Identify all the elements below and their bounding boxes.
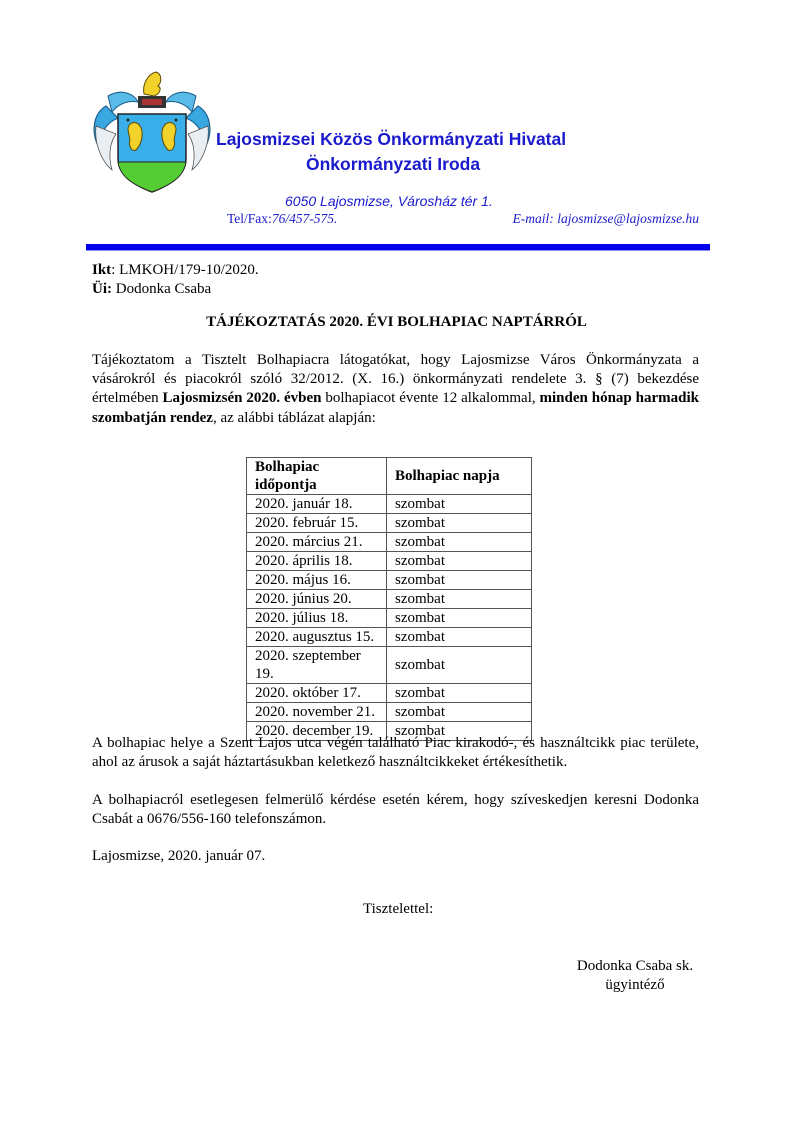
date-cell: 2020. november 21. — [247, 703, 387, 722]
column-header-date: Bolhapiac időpontja — [247, 458, 387, 495]
date-cell: 2020. január 18. — [247, 495, 387, 514]
table-row — [247, 514, 532, 533]
day-cell: szombat — [387, 590, 532, 609]
date-cell: 2020. február 15. — [247, 514, 387, 533]
case-officer-label: Üi: — [92, 281, 112, 297]
organization-subtitle: Önkormányzati Iroda — [306, 154, 481, 174]
signature-block — [560, 957, 710, 995]
email-label: E-mail: — [512, 211, 558, 226]
date-cell: 2020. szeptember 19. — [247, 647, 387, 684]
table-row — [247, 647, 532, 684]
date-cell: 2020. december 19. — [247, 722, 387, 741]
intro-text-2: bolhapiacot évente 12 alkalommal, — [321, 390, 540, 407]
dateline: Lajosmizse, 2020. január 07. — [92, 848, 266, 864]
intro-bold-1: Lajosmizsén 2020. évben — [162, 390, 322, 407]
location-paragraph: A bolhapiac helye a Szent Lajos utca végén található Piac kirakodó-, és használtcikk piac területe, ahol az árusok a saját háztartásukban keletkező használtcikkeket értékesíthetik. — [92, 735, 699, 771]
phone-label: Tel/Fax: — [227, 211, 272, 226]
date-cell: 2020. június 20. — [247, 590, 387, 609]
table-header-row — [247, 458, 532, 495]
document-title: TÁJÉKOZTATÁS 2020. ÉVI BOLHAPIAC NAPTÁRRÓL — [206, 314, 587, 330]
date-cell: 2020. március 21. — [247, 533, 387, 552]
signer-name: Dodonka Csaba sk. — [576, 958, 694, 974]
day-cell: szombat — [387, 647, 532, 684]
intro-text-1: Tájékoztatom a Tisztelt Bolhapiacra látogatókat, hogy Lajosmizse Város Önkormányzata a vásárokról és piacokról szóló 32/2012. (X. 16.) önkormányzati rendelete 3. § (7) bekezdése értelmében — [92, 352, 699, 407]
phone-value: 76/457-575. — [271, 211, 338, 226]
table-row — [247, 590, 532, 609]
email-value[interactable]: lajosmizse@lajosmizse.hu — [557, 211, 699, 226]
table-row — [247, 609, 532, 628]
table-row — [247, 684, 532, 703]
day-cell: szombat — [387, 571, 532, 590]
day-cell: szombat — [387, 533, 532, 552]
contact-paragraph: A bolhapiacról esetlegesen felmerülő kérdése esetén kérem, hogy szíveskedjen keresni Dodonka Csabát a 0676/556-160 telefonszámon. — [92, 792, 699, 828]
header-divider — [86, 244, 710, 251]
day-cell: szombat — [387, 628, 532, 647]
column-header-day: Bolhapiac napja — [387, 458, 532, 495]
table-row — [247, 495, 532, 514]
intro-text-3: , az alábbi táblázat alapján: — [212, 409, 376, 426]
phone — [227, 211, 337, 227]
table-row — [247, 628, 532, 647]
date-cell: 2020. május 16. — [247, 571, 387, 590]
closing-greeting: Tisztelettel: — [363, 901, 434, 917]
registry-label: Ikt — [92, 262, 112, 278]
day-cell: szombat — [387, 722, 532, 741]
organization-title: Lajosmizsei Közös Önkormányzati Hivatal — [216, 129, 567, 149]
registry-value: : LMKOH/179-10/2020. — [111, 262, 259, 278]
contact-row — [227, 211, 699, 227]
date-cell: 2020. április 18. — [247, 552, 387, 571]
intro-paragraph — [92, 351, 699, 428]
flea-market-calendar-table — [246, 457, 532, 741]
case-officer — [92, 280, 259, 299]
day-cell: szombat — [387, 495, 532, 514]
address: 6050 Lajosmizse, Városház tér 1. — [285, 193, 493, 209]
table-row — [247, 552, 532, 571]
signer-role: ügyintéző — [605, 977, 665, 993]
case-officer-value: Dodonka Csaba — [112, 281, 212, 297]
day-cell: szombat — [387, 552, 532, 571]
email[interactable] — [513, 211, 699, 227]
intro-bold-2: minden hónap harmadik szombatján rendez — [92, 390, 699, 426]
day-cell: szombat — [387, 703, 532, 722]
date-cell: 2020. július 18. — [247, 609, 387, 628]
date-cell: 2020. október 17. — [247, 684, 387, 703]
table-row — [247, 703, 532, 722]
date-cell: 2020. augusztus 15. — [247, 628, 387, 647]
table-row — [247, 571, 532, 590]
table-row — [247, 533, 532, 552]
day-cell: szombat — [387, 684, 532, 703]
registry-number — [92, 261, 259, 280]
day-cell: szombat — [387, 514, 532, 533]
day-cell: szombat — [387, 609, 532, 628]
coat-of-arms-icon — [88, 66, 216, 194]
reference-block — [92, 261, 259, 299]
